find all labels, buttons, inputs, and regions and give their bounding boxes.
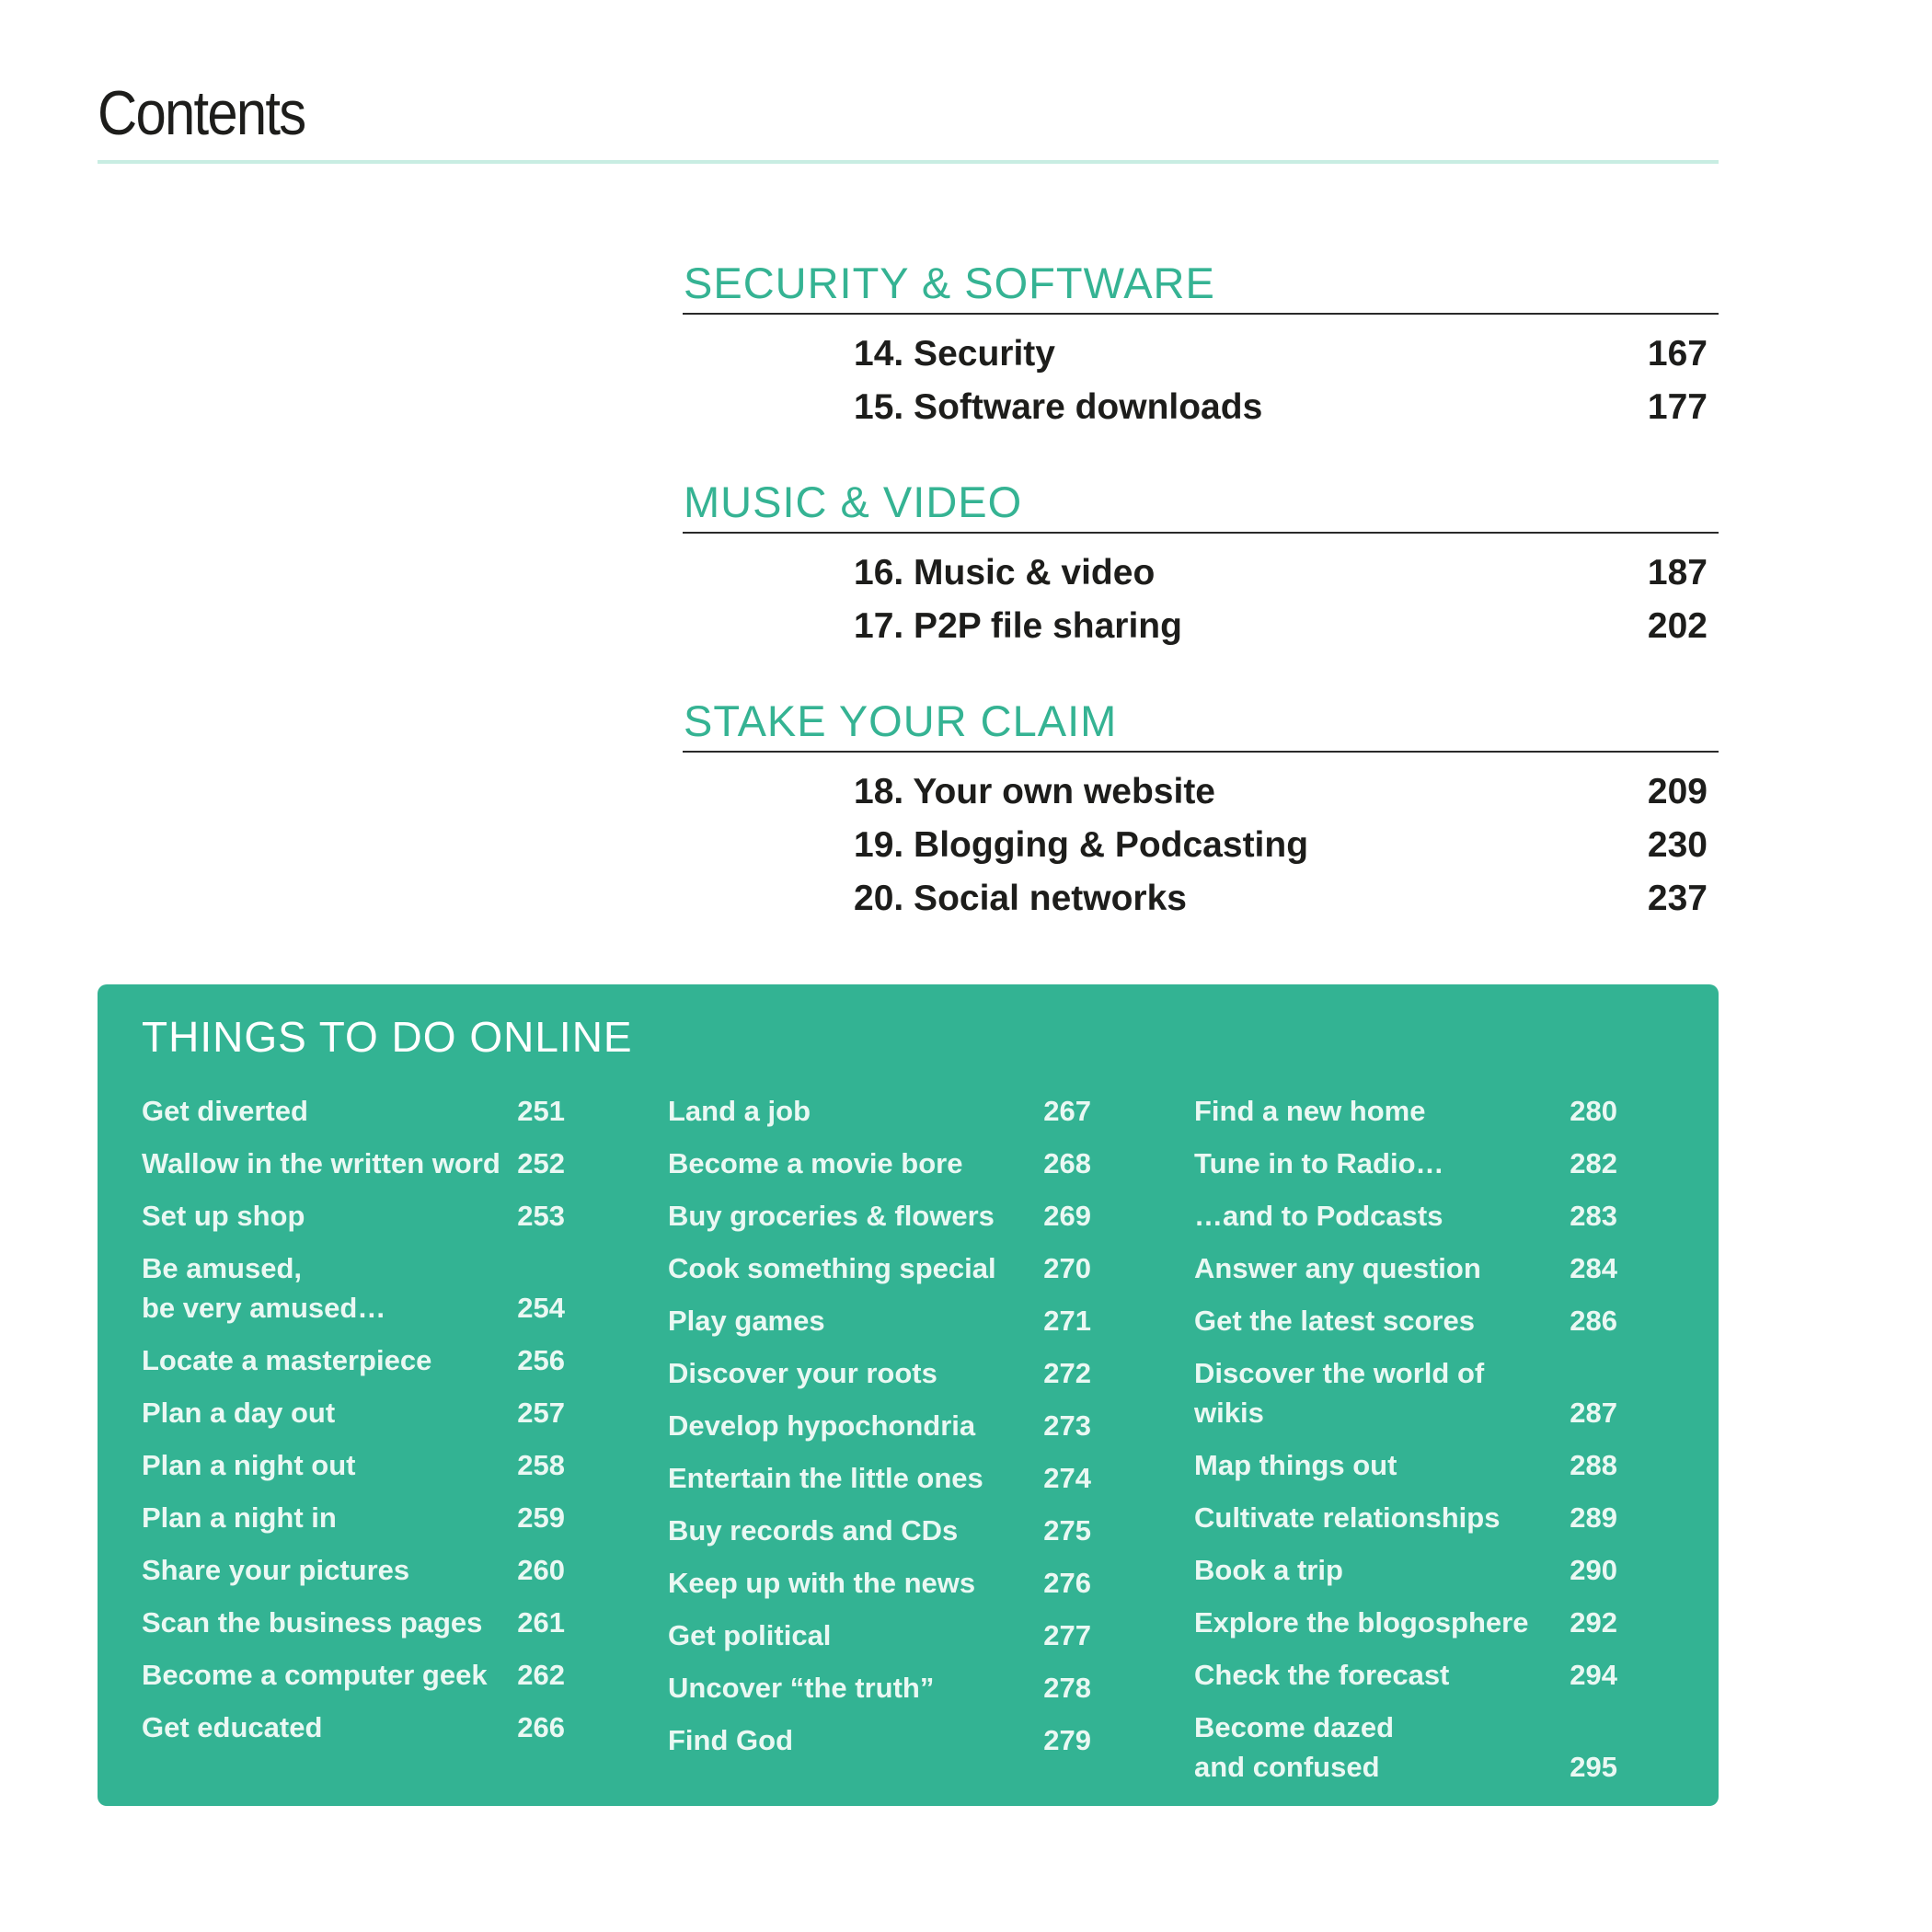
chapter-page-number: 187 [1647, 553, 1708, 592]
activity-label: Book a trip [1194, 1554, 1343, 1586]
activity-page-number: 258 [517, 1449, 565, 1481]
activity-page-number: 273 [1043, 1409, 1091, 1442]
chapter-page-number: 202 [1647, 606, 1708, 646]
toc-section-security-software [683, 254, 1719, 434]
activity-page-number: 295 [1570, 1751, 1617, 1783]
activity-page-number: 271 [1043, 1305, 1091, 1337]
chapter-title: 15. Software downloads [854, 387, 1263, 427]
chapter-row[interactable] [683, 381, 1719, 434]
section-heading: STAKE YOUR CLAIM [684, 696, 1118, 745]
activity-label: Check the forecast [1194, 1659, 1450, 1691]
activity-label: Map things out [1194, 1449, 1397, 1481]
activity-label: Discover the world of wikis [1194, 1357, 1485, 1429]
activity-row[interactable] [142, 1498, 565, 1537]
activity-page-number: 284 [1570, 1252, 1617, 1284]
activity-page-number: 259 [517, 1501, 565, 1534]
activity-row[interactable] [668, 1458, 1091, 1498]
activity-row[interactable] [1194, 1144, 1617, 1183]
activity-row[interactable] [142, 1393, 565, 1432]
activity-label: Explore the blogosphere [1194, 1606, 1529, 1639]
activity-label: Uncover “the truth” [668, 1672, 935, 1704]
activity-page-number: 283 [1570, 1200, 1617, 1232]
activity-row[interactable] [668, 1511, 1091, 1550]
activity-row[interactable] [142, 1708, 565, 1747]
activity-page-number: 251 [517, 1095, 565, 1127]
activity-label: Find God [668, 1724, 794, 1756]
activity-row[interactable] [142, 1091, 565, 1131]
activity-page-number: 279 [1043, 1724, 1091, 1756]
activity-row[interactable] [142, 1248, 565, 1328]
activity-page-number: 292 [1570, 1606, 1617, 1639]
activity-page-number: 266 [517, 1711, 565, 1743]
activity-label: Be amused, be very amused… [142, 1252, 386, 1324]
chapter-page-number: 177 [1647, 387, 1708, 427]
activity-row[interactable] [142, 1603, 565, 1642]
activity-row[interactable] [142, 1445, 565, 1485]
activity-row[interactable] [668, 1091, 1091, 1131]
activity-label: Get political [668, 1619, 832, 1651]
activity-label: Get educated [142, 1711, 323, 1743]
activity-page-number: 294 [1570, 1659, 1617, 1691]
activity-page-number: 274 [1043, 1462, 1091, 1494]
activity-row[interactable] [668, 1563, 1091, 1603]
chapter-title: 17. P2P file sharing [854, 606, 1182, 646]
activity-page-number: 288 [1570, 1449, 1617, 1481]
activity-row[interactable] [1194, 1655, 1617, 1695]
activity-page-number: 275 [1043, 1514, 1091, 1547]
activity-column-1 [142, 1091, 565, 1760]
chapter-row[interactable] [683, 872, 1719, 926]
chapter-title: 16. Music & video [854, 553, 1156, 592]
section-heading: MUSIC & VIDEO [684, 477, 1023, 526]
chapter-page-number: 230 [1647, 825, 1708, 865]
activity-page-number: 278 [1043, 1672, 1091, 1704]
activity-label: Play games [668, 1305, 825, 1337]
activity-label: Plan a night in [142, 1501, 337, 1534]
activity-page-number: 254 [517, 1292, 565, 1324]
toc-section-stake-your-claim [683, 692, 1719, 926]
activity-label: Cook something special [668, 1252, 996, 1284]
activity-row[interactable] [142, 1550, 565, 1590]
activity-column-2 [668, 1091, 1091, 1773]
activity-page-number: 286 [1570, 1305, 1617, 1337]
activity-label: Cultivate relationships [1194, 1501, 1501, 1534]
things-to-do-panel [98, 984, 1719, 1806]
activity-label: …and to Podcasts [1194, 1200, 1443, 1232]
activity-label: Locate a masterpiece [142, 1344, 432, 1376]
activity-row[interactable] [1194, 1603, 1617, 1642]
chapter-page-number: 237 [1647, 879, 1708, 918]
activity-page-number: 277 [1043, 1619, 1091, 1651]
activity-label: Plan a day out [142, 1397, 336, 1429]
activity-label: Keep up with the news [668, 1567, 976, 1599]
chapter-title: 19. Blogging & Podcasting [854, 825, 1309, 865]
section-rule [683, 532, 1719, 534]
activity-label: Buy records and CDs [668, 1514, 959, 1547]
chapter-row[interactable] [683, 328, 1719, 381]
activity-page-number: 290 [1570, 1554, 1617, 1586]
activity-page-number: 257 [517, 1397, 565, 1429]
activity-label: Share your pictures [142, 1554, 410, 1586]
activity-page-number: 287 [1570, 1397, 1617, 1429]
title-rule [98, 160, 1719, 164]
activity-label: Become a movie bore [668, 1147, 963, 1179]
activity-row[interactable] [142, 1655, 565, 1695]
activity-label: Get diverted [142, 1095, 308, 1127]
activity-label: Get the latest scores [1194, 1305, 1475, 1337]
activity-label: Develop hypochondria [668, 1409, 976, 1442]
activity-row[interactable] [1194, 1550, 1617, 1590]
activity-row[interactable] [668, 1301, 1091, 1340]
activity-row[interactable] [1194, 1445, 1617, 1485]
activity-row[interactable] [668, 1406, 1091, 1445]
activity-page-number: 276 [1043, 1567, 1091, 1599]
activity-page-number: 253 [517, 1200, 565, 1232]
chapter-row[interactable] [683, 819, 1719, 872]
activity-label: Scan the business pages [142, 1606, 483, 1639]
activity-label: Wallow in the written word [142, 1147, 500, 1179]
activity-label: Become dazed and confused [1194, 1711, 1395, 1783]
activity-page-number: 261 [517, 1606, 565, 1639]
chapter-title: 14. Security [854, 334, 1055, 374]
activity-page-number: 262 [517, 1659, 565, 1691]
chapter-page-number: 167 [1647, 334, 1708, 374]
activity-row[interactable] [668, 1616, 1091, 1655]
activity-label: Buy groceries & flowers [668, 1200, 995, 1232]
activity-label: Plan a night out [142, 1449, 356, 1481]
activity-page-number: 256 [517, 1344, 565, 1376]
activity-row[interactable] [668, 1248, 1091, 1288]
activity-row[interactable] [668, 1720, 1091, 1760]
activity-row[interactable] [1194, 1196, 1617, 1236]
activity-row[interactable] [142, 1144, 565, 1183]
activity-row[interactable] [142, 1196, 565, 1236]
toc-section-music-video [683, 473, 1719, 653]
activity-column-3 [1194, 1091, 1617, 1800]
activity-page-number: 268 [1043, 1147, 1091, 1179]
things-to-do-heading: THINGS TO DO ONLINE [142, 1013, 633, 1061]
chapter-title: 20. Social networks [854, 879, 1187, 918]
activity-page-number: 270 [1043, 1252, 1091, 1284]
activity-row[interactable] [1194, 1091, 1617, 1131]
activity-page-number: 282 [1570, 1147, 1617, 1179]
page-title: Contents [98, 78, 305, 148]
activity-page-number: 272 [1043, 1357, 1091, 1389]
section-heading: SECURITY & SOFTWARE [684, 259, 1215, 307]
activity-row[interactable] [142, 1340, 565, 1380]
chapter-row[interactable] [683, 546, 1719, 600]
activity-row[interactable] [1194, 1498, 1617, 1537]
activity-page-number: 280 [1570, 1095, 1617, 1127]
activity-label: Answer any question [1194, 1252, 1481, 1284]
activity-label: Become a computer geek [142, 1659, 488, 1691]
activity-row[interactable] [668, 1144, 1091, 1183]
activity-label: Entertain the little ones [668, 1462, 983, 1494]
chapter-row[interactable] [683, 765, 1719, 819]
activity-row[interactable] [1194, 1353, 1617, 1432]
activity-page-number: 260 [517, 1554, 565, 1586]
activity-row[interactable] [668, 1668, 1091, 1708]
activity-row[interactable] [668, 1196, 1091, 1236]
chapter-row[interactable] [683, 600, 1719, 653]
chapter-title: 18. Your own website [854, 772, 1215, 811]
activity-label: Set up shop [142, 1200, 305, 1232]
activity-page-number: 289 [1570, 1501, 1617, 1534]
activity-label: Tune in to Radio… [1194, 1147, 1444, 1179]
activity-row[interactable] [1194, 1301, 1617, 1340]
activity-page-number: 269 [1043, 1200, 1091, 1232]
activity-row[interactable] [668, 1353, 1091, 1393]
activity-page-number: 267 [1043, 1095, 1091, 1127]
activity-label: Land a job [668, 1095, 811, 1127]
activity-page-number: 252 [517, 1147, 565, 1179]
activity-row[interactable] [1194, 1248, 1617, 1288]
activity-row[interactable] [1194, 1708, 1617, 1787]
activity-label: Find a new home [1194, 1095, 1426, 1127]
chapter-page-number: 209 [1647, 772, 1708, 811]
activity-label: Discover your roots [668, 1357, 937, 1389]
section-rule [683, 751, 1719, 753]
section-rule [683, 313, 1719, 315]
